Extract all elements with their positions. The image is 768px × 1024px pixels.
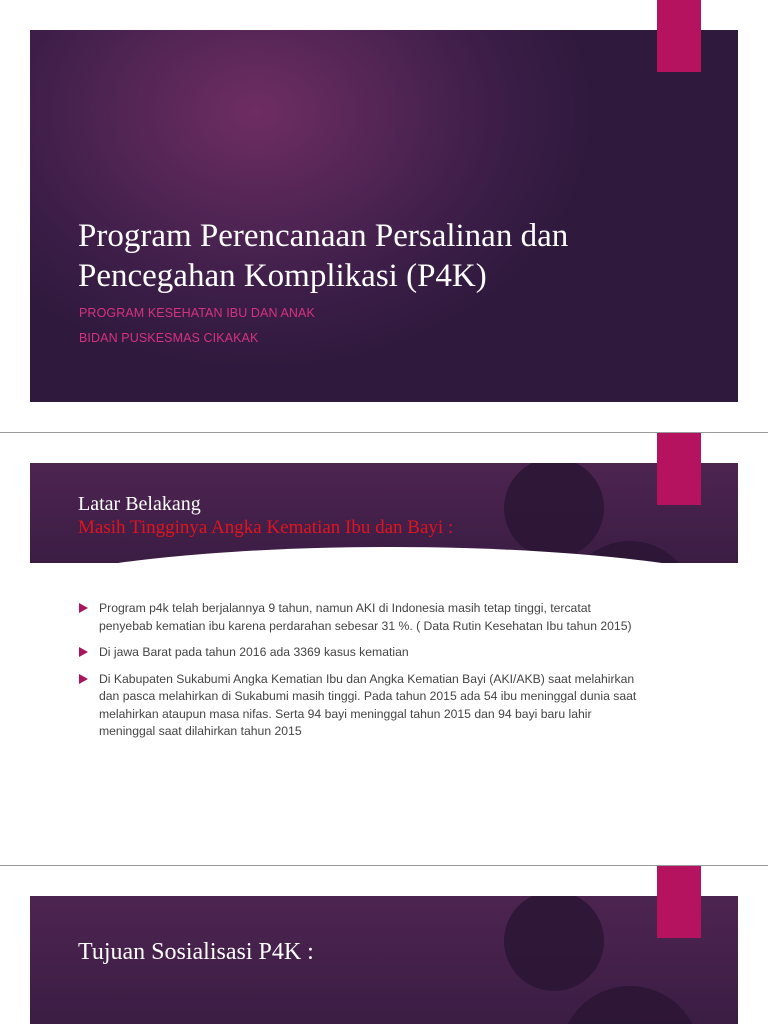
- accent-tab: [657, 0, 701, 72]
- list-item: [78, 600, 638, 635]
- list-item-text: Di Kabupaten Sukabumi Angka Kematian Ibu dan Angka Kematian Bayi (AKI/AKB) saat melahirkan dan pasca melahirkan di Sukabumi masih tinggi. Pada tahun 2015 ada 54 ibu meninggal dunia saat melahirkan ataupun masa nifas. Serta 94 bayi meninggal tahun 2015 dan 94 bayi baru lahir meninggal saat dilahirkan tahun 2015: [99, 671, 637, 738]
- list-item-text: Di jawa Barat pada tahun 2016 ada 3369 kasus kematian: [99, 645, 409, 659]
- bullet-list: [78, 600, 638, 750]
- slide-subtitle-program: PROGRAM KESEHATAN IBU DAN ANAK: [79, 306, 315, 320]
- accent-tab: [657, 866, 701, 938]
- slide-title-line-1: Program Perencanaan Persalinan dan: [78, 218, 569, 254]
- decorative-circle: [504, 463, 604, 558]
- slide-divider: [0, 432, 768, 433]
- section-subtitle: Masih Tingginya Angka Kematian Ibu dan Bayi :: [78, 517, 454, 538]
- decorative-circle: [560, 986, 700, 1024]
- list-item-text: Program p4k telah berjalannya 9 tahun, namun AKI di Indonesia masih tetap tinggi, tercatat penyebab kematian ibu karena perdarahan sebesar 31 %. ( Data Rutin Kesehatan Ibu tahun 2015): [99, 601, 632, 633]
- accent-tab: [657, 433, 701, 505]
- list-item: [78, 671, 638, 741]
- slide-title-line-2: Pencegahan Komplikasi (P4K): [78, 258, 487, 294]
- triangle-bullet-icon: [79, 674, 88, 684]
- background-slide-header: [30, 463, 738, 563]
- section-title: Tujuan Sosialisasi P4K :: [78, 939, 314, 965]
- slide-subtitle-author: BIDAN PUSKESMAS CIKAKAK: [79, 331, 259, 345]
- slide-divider: [0, 865, 768, 866]
- list-item: [78, 644, 638, 662]
- decorative-circle: [504, 896, 604, 991]
- triangle-bullet-icon: [79, 603, 88, 613]
- triangle-bullet-icon: [79, 647, 88, 657]
- objectives-slide-header: [30, 896, 738, 1024]
- title-slide: [30, 30, 738, 402]
- section-title: Latar Belakang: [78, 493, 201, 515]
- slide-title: [78, 216, 678, 296]
